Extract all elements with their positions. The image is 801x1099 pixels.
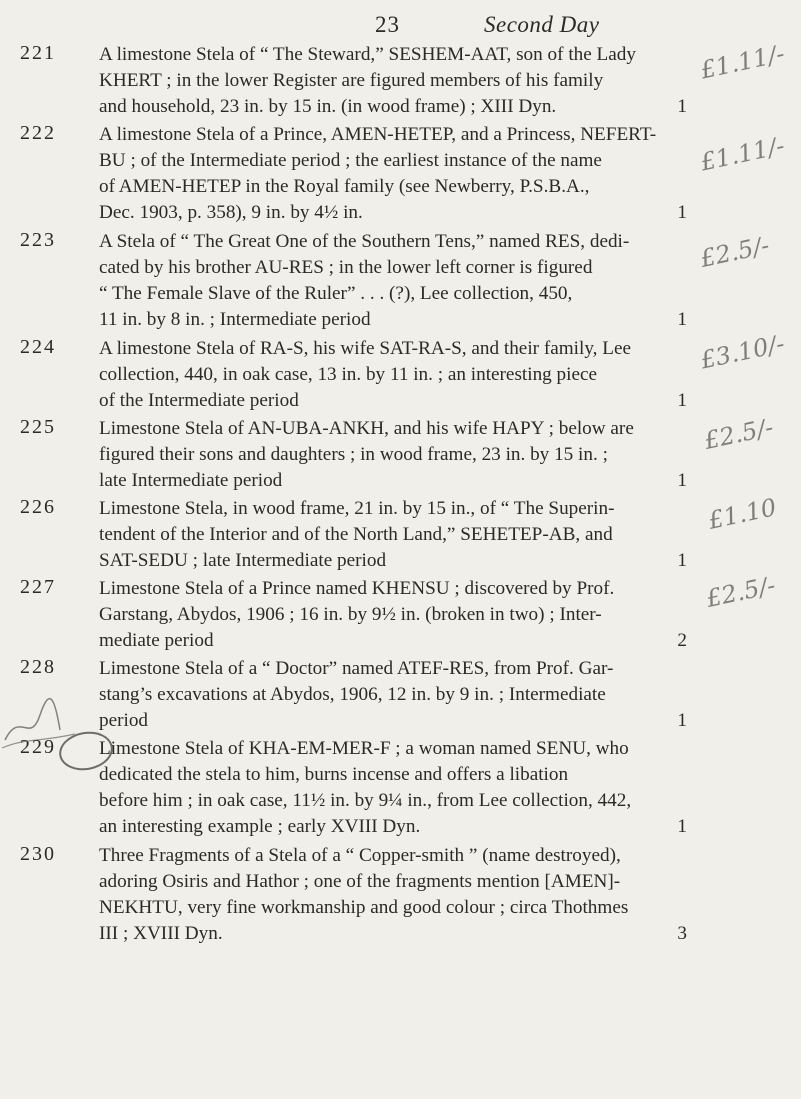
description-line: A limestone Stela of “ The Steward,” SESHEM-AAT, son of the Lady [99,44,636,65]
description-line: and household, 23 in. by 15 in. (in wood frame) ; XIII Dyn. 1 [99,94,687,120]
description-line: of AMEN-HETEP in the Royal family (see Newberry, P.S.B.A., [99,176,590,197]
description-line: period 1 [99,708,687,734]
description-line: “ The Female Slave of the Ruler” . . . (?), Lee collection, 450, [99,283,573,304]
description-line: Limestone Stela of a Prince named KHENSU ; discovered by Prof. [99,578,615,599]
lot-number: 229 [20,736,56,758]
description-line: Garstang, Abydos, 1906 ; 16 in. by 9½ in. (broken in two) ; Inter- [99,604,602,625]
description-line: Limestone Stela of KHA-EM-MER-F ; a woman named SENU, who [99,738,629,759]
price-annotation: £1.10 [705,493,779,535]
lot-number: 228 [20,656,56,678]
price-annotation: £2.5/- [701,413,776,455]
price-annotation: £1.11/- [698,131,787,177]
description-line: KHERT ; in the lower Register are figured members of his family [99,70,604,91]
description-line: Dec. 1903, p. 358), 9 in. by 4½ in. 1 [99,200,687,226]
lot-number: 230 [20,843,56,865]
price-annotation: £3.10/- [698,329,787,375]
lot-quantity: 1 [677,96,687,117]
description-line: cated by his brother AU-RES ; in the lower left corner is figured [99,257,593,278]
lot-number: 223 [20,229,56,251]
lot-number: 224 [20,336,56,358]
lot-quantity: 2 [677,630,687,651]
lot-quantity: 1 [677,710,687,731]
description-line: Limestone Stela of AN-UBA-ANKH, and his wife HAPY ; below are [99,418,634,439]
description-line: Three Fragments of a Stela of a “ Copper-smith ” (name destroyed), [99,845,621,866]
description-line: tendent of the Interior and of the North Land,” SEHETEP-AB, and [99,524,613,545]
lot-quantity: 1 [677,470,687,491]
description-line: A Stela of “ The Great One of the Southern Tens,” named RES, dedi- [99,231,630,252]
description-line: NEKHTU, very fine workmanship and good colour ; circa Thothmes [99,897,629,918]
running-head: Second Day [484,12,600,37]
description-line: late Intermediate period 1 [99,468,687,494]
description-line: BU ; of the Intermediate period ; the earliest instance of the name [99,150,602,171]
description-line: adoring Osiris and Hathor ; one of the fragments mention [AMEN]- [99,871,621,892]
lot-description [99,229,687,333]
lot-description [99,576,687,654]
description-line: III ; XVIII Dyn. 3 [99,921,687,947]
lot-description [99,736,687,840]
description-line: an interesting example ; early XVIII Dyn. 1 [99,814,687,840]
description-line: figured their sons and daughters ; in wood frame, 23 in. by 15 in. ; [99,444,608,465]
lot-number: 227 [20,576,56,598]
lot-description [99,496,687,574]
description-line: mediate period 2 [99,628,687,654]
description-line: A limestone Stela of RA-S, his wife SAT-RA-S, and their family, Lee [99,338,632,359]
description-line: Limestone Stela, in wood frame, 21 in. by 15 in., of “ The Superin- [99,498,615,519]
description-line: before him ; in oak case, 11½ in. by 9¼ in., from Lee collection, 442, [99,790,632,811]
lot-number: 226 [20,496,56,518]
description-line: of the Intermediate period 1 [99,388,687,414]
description-line: A limestone Stela of a Prince, AMEN-HETEP, and a Princess, NEFERT- [99,124,657,145]
lot-description [99,336,687,414]
description-line: 11 in. by 8 in. ; Intermediate period 1 [99,307,687,333]
price-annotation: £2.5/- [703,571,778,613]
lot-description [99,843,687,947]
lot-description [99,122,687,226]
page-header [0,12,801,42]
lot-quantity: 3 [677,923,687,944]
lot-description [99,416,687,494]
lot-number: 221 [20,42,56,64]
lot-description [99,42,687,120]
price-annotation: £2.5/- [697,231,772,273]
description-line: collection, 440, in oak case, 13 in. by 11 in. ; an interesting piece [99,364,598,385]
lot-quantity: 1 [677,550,687,571]
lot-number: 225 [20,416,56,438]
description-line: stang’s excavations at Abydos, 1906, 12 in. by 9 in. ; Intermediate [99,684,606,705]
description-line: SAT-SEDU ; late Intermediate period 1 [99,548,687,574]
lot-description [99,656,687,734]
description-line: Limestone Stela of a “ Doctor” named ATEF-RES, from Prof. Gar- [99,658,614,679]
description-line: dedicated the stela to him, burns incense and offers a libation [99,764,569,785]
price-annotation: £1.11/- [698,39,787,85]
lot-quantity: 1 [677,202,687,223]
page-number: 23 [375,12,400,37]
lot-number: 222 [20,122,56,144]
lot-quantity: 1 [677,816,687,837]
lot-quantity: 1 [677,390,687,411]
lot-quantity: 1 [677,309,687,330]
